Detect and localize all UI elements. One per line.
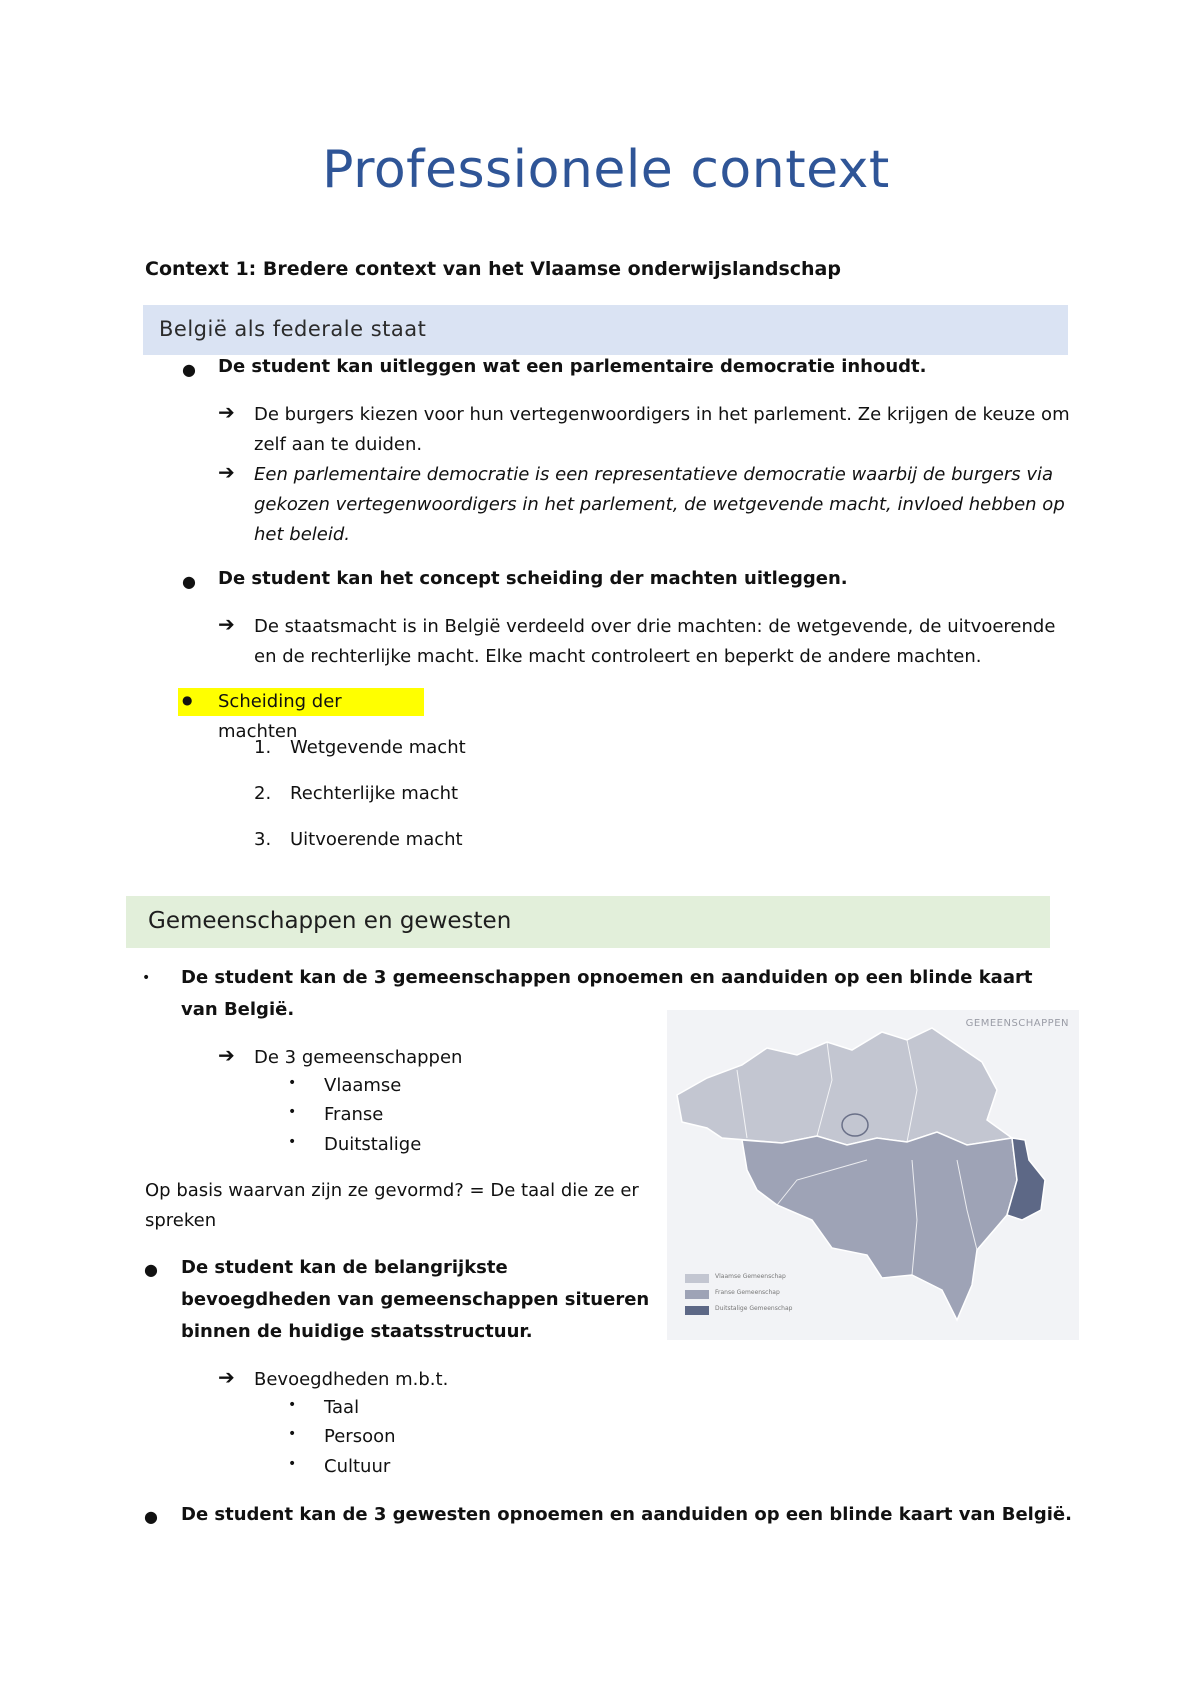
section-band-label: België als federale staat [159, 317, 427, 341]
arrow-right-icon: ➔ [218, 400, 235, 424]
question-text: spreken [145, 1210, 217, 1231]
section-band-federale-staat [143, 305, 1068, 355]
bullet-icon: • [142, 970, 151, 986]
numbered-item-label: Wetgevende macht [290, 737, 466, 758]
arrow-right-icon: ➔ [218, 1365, 235, 1389]
competence-item: Persoon [324, 1426, 396, 1447]
section-band-label: Gemeenschappen en gewesten [148, 908, 512, 934]
bullet-icon: ● [182, 693, 193, 707]
arrow-text-line: De burgers kiezen voor hun vertegenwoordigers in het parlement. Ze krijgen de keuze om [254, 404, 1070, 425]
bullet-icon: • [288, 1456, 297, 1472]
legend-swatch-flemish [685, 1274, 709, 1283]
bullet-icon: ● [182, 360, 196, 379]
community-item: Duitstalige [324, 1134, 422, 1155]
competence-item: Taal [324, 1397, 360, 1418]
competence-item: Cultuur [324, 1456, 391, 1477]
arrow-text-line: Een parlementaire democratie is een representatieve democratie waarbij de burgers via [254, 464, 1054, 485]
highlight-bullet-label: Scheiding der machten [218, 691, 342, 742]
bullet-icon: • [288, 1104, 297, 1120]
bullet-icon: ● [144, 1260, 158, 1279]
learning-goal-1: De student kan uitleggen wat een parlementaire democratie inhoudt. [218, 356, 927, 377]
legend-label: Duitstalige Gemeenschap [715, 1305, 793, 1312]
arrow-text-line: zelf aan te duiden. [254, 434, 423, 455]
arrow-text-line: De 3 gemeenschappen [254, 1047, 463, 1068]
learning-goal-3-cont: van België. [181, 999, 295, 1020]
bullet-icon: ● [144, 1507, 158, 1526]
page-title: Professionele context [322, 140, 890, 200]
community-item: Vlaamse [324, 1075, 402, 1096]
map-region-french [742, 1132, 1017, 1320]
learning-goal-4-cont: bevoegdheden van gemeenschappen situeren [181, 1289, 650, 1310]
arrow-text-line: het beleid. [254, 524, 350, 545]
map-region-brussels [842, 1114, 868, 1136]
learning-goal-3: De student kan de 3 gemeenschappen opnoemen en aanduiden op een blinde kaart [181, 967, 1033, 988]
bullet-icon: • [288, 1134, 297, 1150]
legend-swatch-german [685, 1306, 709, 1315]
bullet-icon: • [288, 1075, 297, 1091]
highlight-bullet [178, 688, 424, 742]
community-item: Franse [324, 1104, 384, 1125]
numbered-item-number: 2. [254, 783, 272, 804]
numbered-item-label: Rechterlijke macht [290, 783, 459, 804]
arrow-text-line: Bevoegdheden m.b.t. [254, 1369, 449, 1390]
learning-goal-4: De student kan de belangrijkste [181, 1257, 508, 1278]
section-band-gemeenschappen [126, 896, 1050, 948]
numbered-item-number: 1. [254, 737, 272, 758]
arrow-right-icon: ➔ [218, 460, 235, 484]
arrow-text-line: gekozen vertegenwoordigers in het parlement, de wetgevende macht, invloed hebben op [254, 494, 1065, 515]
context-heading: Context 1: Bredere context van het Vlaamse onderwijslandschap [145, 258, 841, 280]
legend-label: Franse Gemeenschap [715, 1289, 780, 1296]
numbered-item-label: Uitvoerende macht [290, 829, 463, 850]
belgium-communities-map [667, 1010, 1079, 1340]
learning-goal-2: De student kan het concept scheiding der machten uitleggen. [218, 568, 848, 589]
numbered-item-number: 3. [254, 829, 272, 850]
bullet-icon: ● [182, 572, 196, 591]
map-title: GEMEENSCHAPPEN [965, 1018, 1069, 1029]
arrow-right-icon: ➔ [218, 612, 235, 636]
bullet-icon: • [288, 1397, 297, 1413]
legend-label: Vlaamse Gemeenschap [715, 1273, 786, 1280]
bullet-icon: • [288, 1426, 297, 1442]
learning-goal-5: De student kan de 3 gewesten opnoemen en aanduiden op een blinde kaart van België. [181, 1504, 1072, 1525]
learning-goal-4-cont: binnen de huidige staatsstructuur. [181, 1321, 533, 1342]
arrow-text-line: en de rechterlijke macht. Elke macht controleert en beperkt de andere machten. [254, 646, 982, 667]
question-text: Op basis waarvan zijn ze gevormd? = De taal die ze er [145, 1180, 639, 1201]
arrow-right-icon: ➔ [218, 1043, 235, 1067]
legend-swatch-french [685, 1290, 709, 1299]
arrow-text-line: De staatsmacht is in België verdeeld over drie machten: de wetgevende, de uitvoerende [254, 616, 1056, 637]
